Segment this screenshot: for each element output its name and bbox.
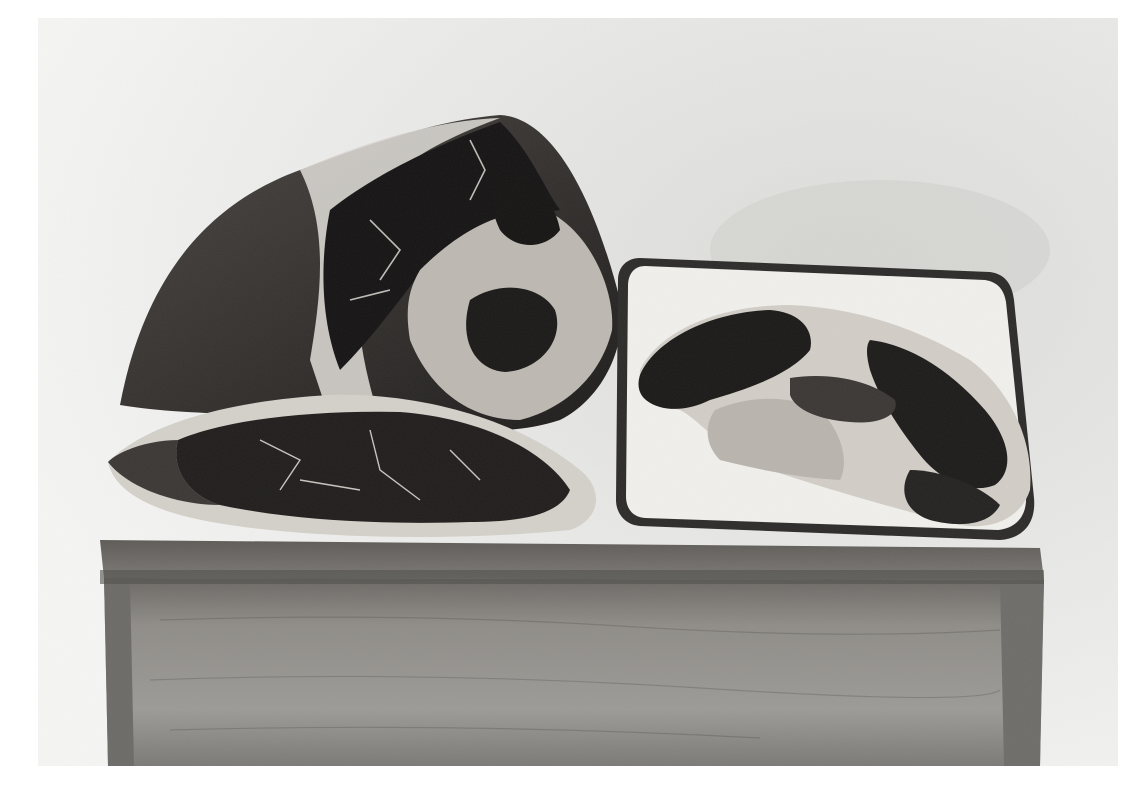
- halftone-grain: [38, 18, 1118, 766]
